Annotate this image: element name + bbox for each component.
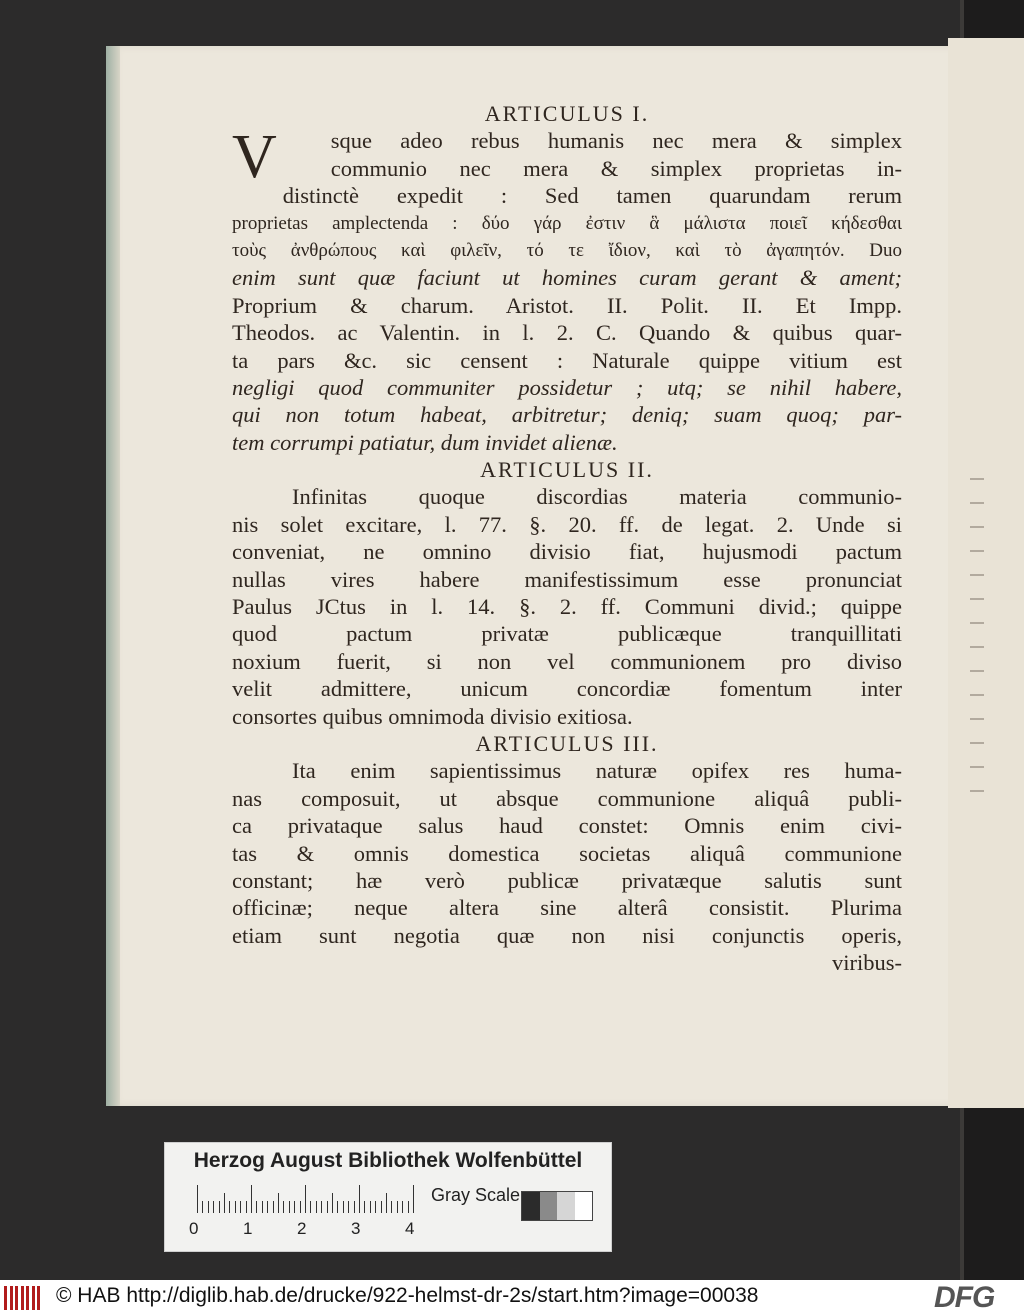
text-line: noxium fuerit, si non vel communionem pro diviso xyxy=(232,648,902,674)
ruler-numbers xyxy=(189,1219,439,1241)
text-line: velit admittere, unicum concordiæ fomentum inter xyxy=(232,676,902,702)
dfg-logo: DFG xyxy=(934,1281,995,1314)
hab-logo-icon xyxy=(4,1286,44,1310)
ruler-tick xyxy=(246,1201,247,1213)
text-line: distinctè expedit : Sed tamen quarundam rerum xyxy=(282,183,902,209)
gray-swatch xyxy=(557,1192,575,1220)
text-line: enim sunt quæ faciunt ut homines curam gerant & ament; xyxy=(232,265,902,291)
ruler-tick xyxy=(273,1201,274,1213)
text-line: Theodos. ac Valentin. in l. 2. C. Quando & quibus quar- xyxy=(232,320,902,346)
ruler-tick xyxy=(202,1201,203,1213)
text-line: nis solet excitare, l. 77. §. 20. ff. de legat. 2. Unde si xyxy=(232,511,902,537)
text-line: ta pars &c. sic censent : Naturale quippe vitium est xyxy=(232,347,902,373)
ruler-number: 1 xyxy=(243,1219,253,1238)
ruler-tick xyxy=(294,1201,295,1213)
ruler-tick xyxy=(386,1193,387,1213)
ruler-tick xyxy=(316,1201,317,1213)
ruler-number: 4 xyxy=(405,1219,415,1238)
logo-stripe xyxy=(26,1286,29,1310)
text-line: ca privataque salus haud constet: Omnis enim civi- xyxy=(232,813,902,839)
logo-stripe xyxy=(32,1286,35,1310)
ruler-tick xyxy=(235,1201,236,1213)
drop-cap: V xyxy=(232,123,277,192)
ruler-tick xyxy=(213,1201,214,1213)
ruler-tick xyxy=(310,1201,311,1213)
ruler-number: 3 xyxy=(351,1219,361,1238)
library-name: Herzog August Bibliothek Wolfenbüttel xyxy=(193,1149,583,1172)
text-line: conveniat, ne omnino divisio fiat, hujusmodi pactum xyxy=(232,539,902,565)
text-line: nas composuit, ut absque communione aliquâ publi- xyxy=(232,785,902,811)
text-line: tem corrumpi patiatur, dum invidet alienæ. xyxy=(232,429,618,455)
ruler-tick xyxy=(375,1201,376,1213)
ruler-tick xyxy=(300,1201,301,1213)
ruler-tick xyxy=(343,1201,344,1213)
text-line: etiam sunt negotia quæ non nisi conjunctis operis, xyxy=(232,922,902,948)
ruler-tick xyxy=(251,1185,252,1213)
gray-swatch xyxy=(540,1192,558,1220)
gray-swatch xyxy=(575,1192,593,1220)
article-1-heading: ARTICULUS I. xyxy=(484,101,650,126)
ruler-tick xyxy=(391,1201,392,1213)
page-gutter xyxy=(106,46,120,1106)
logo-stripe xyxy=(15,1286,18,1310)
text-line: officinæ; neque altera sine alterâ consistit. Plurima xyxy=(232,895,902,921)
logo-stripe xyxy=(10,1286,13,1310)
page-text xyxy=(232,100,902,977)
ruler-tick xyxy=(305,1185,306,1213)
text-line: Ita enim sapientissimus naturæ opifex res huma- xyxy=(292,758,902,784)
text-line: tas & omnis domestica societas aliquâ communione xyxy=(232,840,902,866)
ruler-tick xyxy=(337,1201,338,1213)
ruler-tick xyxy=(370,1201,371,1213)
text-line: consortes quibus omnimoda divisio exitiosa. xyxy=(232,703,633,729)
ruler-tick xyxy=(224,1193,225,1213)
ruler-scale xyxy=(197,1185,423,1215)
text-line: nullas vires habere manifestissimum esse pronunciat xyxy=(232,566,902,592)
text-line: Infinitas quoque discordias materia communio- xyxy=(292,484,902,510)
ruler-number: 0 xyxy=(189,1219,199,1238)
article-3-heading: ARTICULUS III. xyxy=(475,730,659,756)
ruler-tick xyxy=(219,1201,220,1213)
article-1-body xyxy=(232,123,902,456)
ruler-tick xyxy=(354,1201,355,1213)
ruler-tick xyxy=(197,1185,198,1213)
ruler-tick xyxy=(402,1201,403,1213)
footer-bar xyxy=(0,1280,1024,1315)
ruler-tick xyxy=(278,1193,279,1213)
logo-stripe xyxy=(37,1286,40,1310)
text-line: negligi quod communiter possidetur ; utq; se nihil habere, xyxy=(232,374,902,400)
text-line: sque adeo rebus humanis nec mera & simplex xyxy=(330,128,902,154)
ruler-tick xyxy=(364,1201,365,1213)
ruler-tick xyxy=(408,1201,409,1213)
ruler-tick xyxy=(327,1201,328,1213)
article-2-heading: ARTICULUS II. xyxy=(480,457,654,483)
text-line: proprietas amplectenda : δύο γάρ ἐστιν ἃ μάλιστα ποιεῖ κήδεσθαι xyxy=(232,212,902,234)
text-line: τοὺς ἀνθρώπους καὶ φιλεῖν, τό τε ἴδιον, καὶ τὸ ἀγαπητόν. Duo xyxy=(232,239,902,261)
copyright-url[interactable]: © HAB http://diglib.hab.de/drucke/922-helmst-dr-2s/start.htm?image=00038 xyxy=(56,1284,759,1307)
gray-scale-label: Gray Scale xyxy=(431,1185,521,1205)
ruler-tick xyxy=(283,1201,284,1213)
facing-page-edge xyxy=(948,38,1024,1108)
ruler-tick xyxy=(348,1201,349,1213)
logo-stripe xyxy=(4,1286,7,1310)
logo-stripe xyxy=(21,1286,24,1310)
color-calibration-bar xyxy=(164,1142,612,1252)
ruler-tick xyxy=(289,1201,290,1213)
ruler-tick xyxy=(267,1201,268,1213)
text-line: quod pactum privatæ publicæque tranquillitati xyxy=(232,621,902,647)
text-line: communio nec mera & simplex proprietas in- xyxy=(330,155,902,181)
ruler-tick xyxy=(413,1185,414,1213)
gray-swatch xyxy=(522,1192,540,1220)
text-line: constant; hæ verò publicæ privatæque salutis sunt xyxy=(232,867,902,893)
text-line: qui non totum habeat, arbitretur; deniq; suam quoq; par- xyxy=(232,402,902,428)
catchword: viribus- xyxy=(832,950,902,976)
ruler-tick xyxy=(256,1201,257,1213)
ruler-tick xyxy=(208,1201,209,1213)
ruler-number: 2 xyxy=(297,1219,307,1238)
ruler-tick xyxy=(321,1201,322,1213)
ruler-tick xyxy=(240,1201,241,1213)
text-line: Paulus JCtus in l. 14. §. 2. ff. Communi divid.; quippe xyxy=(232,594,902,620)
ruler-tick xyxy=(359,1185,360,1213)
ruler-tick xyxy=(262,1201,263,1213)
ruler-tick xyxy=(332,1193,333,1213)
ruler-tick xyxy=(229,1201,230,1213)
ruler-tick xyxy=(397,1201,398,1213)
text-line: Proprium & charum. Aristot. II. Polit. II. Et Impp. xyxy=(232,292,902,318)
gray-scale-swatches xyxy=(521,1191,593,1221)
ruler-tick xyxy=(381,1201,382,1213)
